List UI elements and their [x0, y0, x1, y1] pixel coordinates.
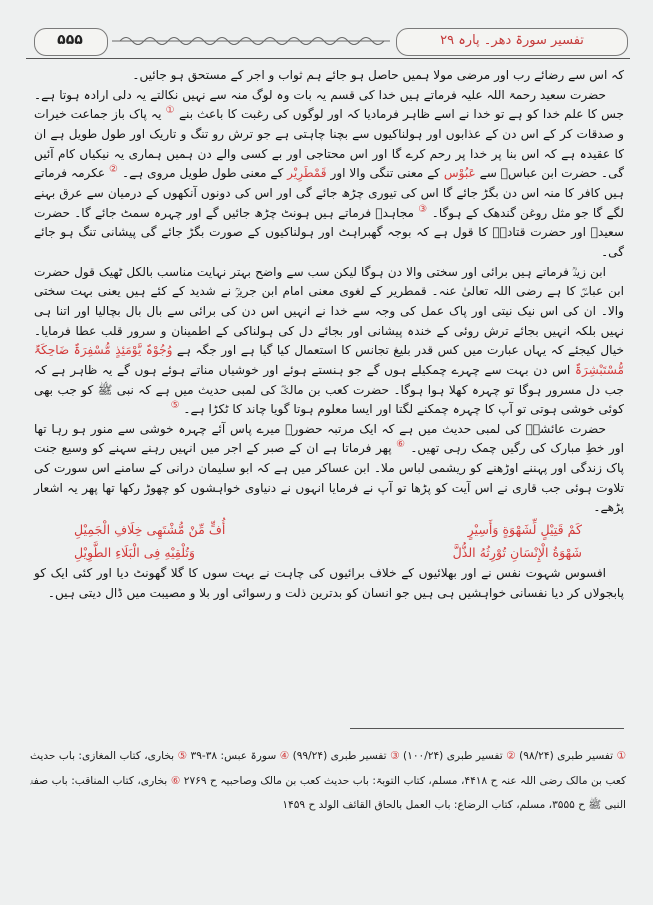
- paragraph-3: [34, 263, 624, 420]
- footnote-ref-3: ③: [418, 203, 428, 215]
- footnote-6-marker: ⑥: [170, 774, 181, 787]
- verse-1-left: أُفٍّ مِّنْ مُّشْتَهِی خِلَافِ الْجَمِيْلِ: [74, 522, 226, 538]
- verse-1-right: كَمْ قَتِيْلٍ لِّشَهْوَةٍ وَأَسِيْرٍ: [467, 522, 582, 538]
- footnote-2-marker: ②: [506, 750, 516, 762]
- highlight-qamtareer: قَمْطَرِیْر: [287, 166, 327, 181]
- main-text: [34, 66, 624, 696]
- highlight-abus: عَبُوْس: [443, 166, 476, 181]
- floral-border-ornament-icon: [112, 34, 390, 48]
- p3a-text: ابن زیدؒ فرماتے ہیں برائی اور سختی والا دن ہوگا لیکن سب سے واضح بہتر نہایت مناسب بالکل ٹھیک قول حضرت ابن عباسؓ کا ہے رضی اللہ تعالیٰ عنہ۔ قمطریر کے لغوی معنی امام ابن جریرؒ نے شدید کے کئے ہیں یعنی بہت سختی والا۔ ان کی اس نیک نیتی اور پاک عمل کی وجہ سے خدا نے انہیں اس دن کی برائی سے بال بال بچالیا اور اتنا ہی نہیں بلکہ انہیں بجائے ترش روئی کے خندہ پیشانی اور بجائے دل کی ہولناکی کے اطمینان و سرور قلب عطا فرمایا۔ خیال کیجئے کہ یہاں عبارت میں کس قدر بلیغ تجانس کا استعمال کیا گیا ہے اور جگہ ہے: [34, 264, 624, 358]
- footnote-1-marker: ①: [616, 750, 627, 762]
- p2d-text: کے معنی طول طویل مروی ہے۔: [122, 166, 284, 181]
- paragraph-4: [34, 420, 624, 518]
- p4a-text: حضرت عائشہؓ کی لمبی حدیث میں ہے کہ ایک مرتبہ حضورؐ میرے پاس آئے چہرہ خوشی سے منور ہو رہا تھا اور خطِ مبارک کی رگیں چمک رہی تھیں۔: [34, 421, 624, 456]
- header-divider: [26, 58, 630, 59]
- page-number: ۵۵۵: [57, 32, 83, 48]
- footnote-ref-6: ⑥: [396, 439, 406, 451]
- footnote-divider: [350, 728, 624, 729]
- p3b-text: اس دن بہت سے چہرے چمکیلے ہوں گے جو ہنستے ہوئے اور خوشیاں مناتے ہوئے ہوں گے یہ ظاہر ہے کہ جب دل مسرور ہوگا تو چہرہ کھلا ہوا ہوگا۔ حضرت کعب بن مالکؓ کی لمبی حدیث میں ہے کہ نبی ﷺ کو جب بھی کوئی خوشی ہوتی تو آپ کا چہرہ چمکنے لگتا اور ایسا معلوم ہوتا گویا چاند کا ٹکڑا ہے۔: [34, 362, 624, 417]
- running-title: تفسیر سورۃ دھر۔ پارہ ۲۹: [440, 33, 584, 48]
- footnotes: [30, 744, 626, 884]
- p2c-text: کے معنی تنگی والا اور: [330, 166, 440, 181]
- p4b-text: پھر فرماتا ہے ان کے صبر کے اجر میں انہیں رہنے سہنے کو وسیع جنت پاک زندگی اور پہننے اوڑھنے کو ریشمی لباس ملا۔ ابن عساکر میں ہے کہ ابو سلیمان درانی کے سامنے اس سورت کی تلاوت ہوئی جب قاری نے اس آیت کو پڑھا تو آپ نے فرمایا انہوں نے دنیاوی خواہشوں کو چھوڑ رکھا تھا پھر یہ اشعار پڑھے۔: [34, 441, 624, 515]
- verse-2-left: وَتُلْقِيْهِ فِی الْبَلَاءِ الطَّوِيْلِ: [74, 545, 195, 561]
- p2e-text: عکرمہ فرماتے ہیں کافر کا منہ اس دن بگڑ جائے گا اس کی تیوری چڑھ جائے گی اور اس کی دونوں آنکھوں کے درمیان سے عرق بہنے لگے گا جو مثل روغن گندھک کے ہوگا۔: [34, 166, 624, 220]
- paragraph-5: [34, 564, 624, 603]
- p1-text: کہ اس سے رضائے رب اور مرضی مولا ہمیں حاصل ہو جائے ہم ثواب و اجر کے مستحق ہو جائیں۔: [132, 68, 624, 82]
- footnote-1: تفسیر طبری (۹۸/۲۴): [519, 750, 614, 762]
- footnote-ref-5: ⑤: [170, 400, 180, 412]
- footnote-ref-2: ②: [109, 164, 119, 176]
- footnote-3-marker: ③: [390, 750, 400, 762]
- verse-line-1: [34, 518, 624, 541]
- p2a-text: حضرت سعید رحمۃ اللہ علیہ فرماتے ہیں خدا کی قسم یہ بات وہ لوگ منہ سے نہیں نکالتے یہ دلی ارادہ ہوتا ہے۔ جس کا علم خدا کو ہے تو خدا نے اسے ظاہر فرمادیا کہ اور لوگوں کی رغبت کا باعث بنے: [34, 87, 624, 122]
- footnote-ref-1: ①: [165, 105, 175, 117]
- paragraph-1: [34, 66, 624, 86]
- p2b-text: یہ پاک باز جماعت خیرات و صدقات کر کے اس دن کے عذابوں اور ہولناکیوں سے بچنا چاہتی ہے جو ترش رو تنگ و تاریک اور طول طویل ہے ان کا عقیدہ ہے کہ اس بنا پر خدا پر رحم کرے گا اور اس محتاجی اور بے کسی والے دن ہمیں ہماری یہ نیکیاں کام آئیں گی۔ حضرت ابن عباسؓ سے: [34, 107, 624, 181]
- footnote-5-marker: ⑤: [177, 750, 188, 762]
- footnote-2: تفسیر طبری (۱۰۰/۲۴): [403, 750, 503, 762]
- highlight-ayah: وُجُوْہٌ یَّوْمَئِذٍ مُّسْفِرَۃٌ ضَاحِکَۃٌ مُّسْتَبْشِرَۃٌ: [34, 343, 624, 377]
- p5-text: افسوس شہوت نفس نے اور بھلائیوں کے خلاف برائیوں کی چاہت نے بہت سوں کا گلا گھونٹ دیا اور کئی ایک کو پابجولاں کر دیا نفسانی خواہشیں ہی ہیں جو انسان کو بدترین ذلت و رسوائی اور بلا و مصیبت میں ڈال دیتی ہیں۔: [34, 566, 624, 600]
- verse-2-right: شَهْوَةُ الْإِنْسَانِ تُوْرِثُهُ الذُّلَّ: [452, 545, 582, 561]
- paragraph-2: [34, 86, 624, 263]
- footnote-5: بخاری، کتاب المغازی: باب حدیث کعب بن مالک رضی اللہ عنہ ح ۴۴۱۸، مسلم، کتاب التوبۃ: باب حدیث کعب بن مالک وصاحبیہ ح ۲۷۶۹: [30, 750, 627, 787]
- p2f-text: مجاہدؒ فرماتے ہیں ہونٹ چڑھ جائیں گے اور چہرہ سمٹ جائے گا۔ حضرت سعیدؒ اور حضرت قتادہؒ کا قول ہے کہ بوجہ گھبراہٹ اور ہولناکیوں کے صورت بگڑ جائے گی پیشانی تنگ ہو جائے گی۔: [34, 205, 624, 259]
- page-header: [26, 24, 630, 62]
- verse-line-2: [34, 541, 624, 564]
- footnote-4-marker: ④: [279, 750, 290, 762]
- footnote-6: بخاری، کتاب المناقب: باب صفۃ النبی ﷺ ح ۳۵۵۵، مسلم، کتاب الرضاع: باب العمل بالحاق القائف الولد ح ۱۴۵۹: [30, 774, 626, 811]
- footnote-3: تفسیر طبری (۹۹/۲۴): [292, 750, 387, 762]
- footnote-4: سورۃ عبس: ۳۸-۳۹: [190, 750, 277, 762]
